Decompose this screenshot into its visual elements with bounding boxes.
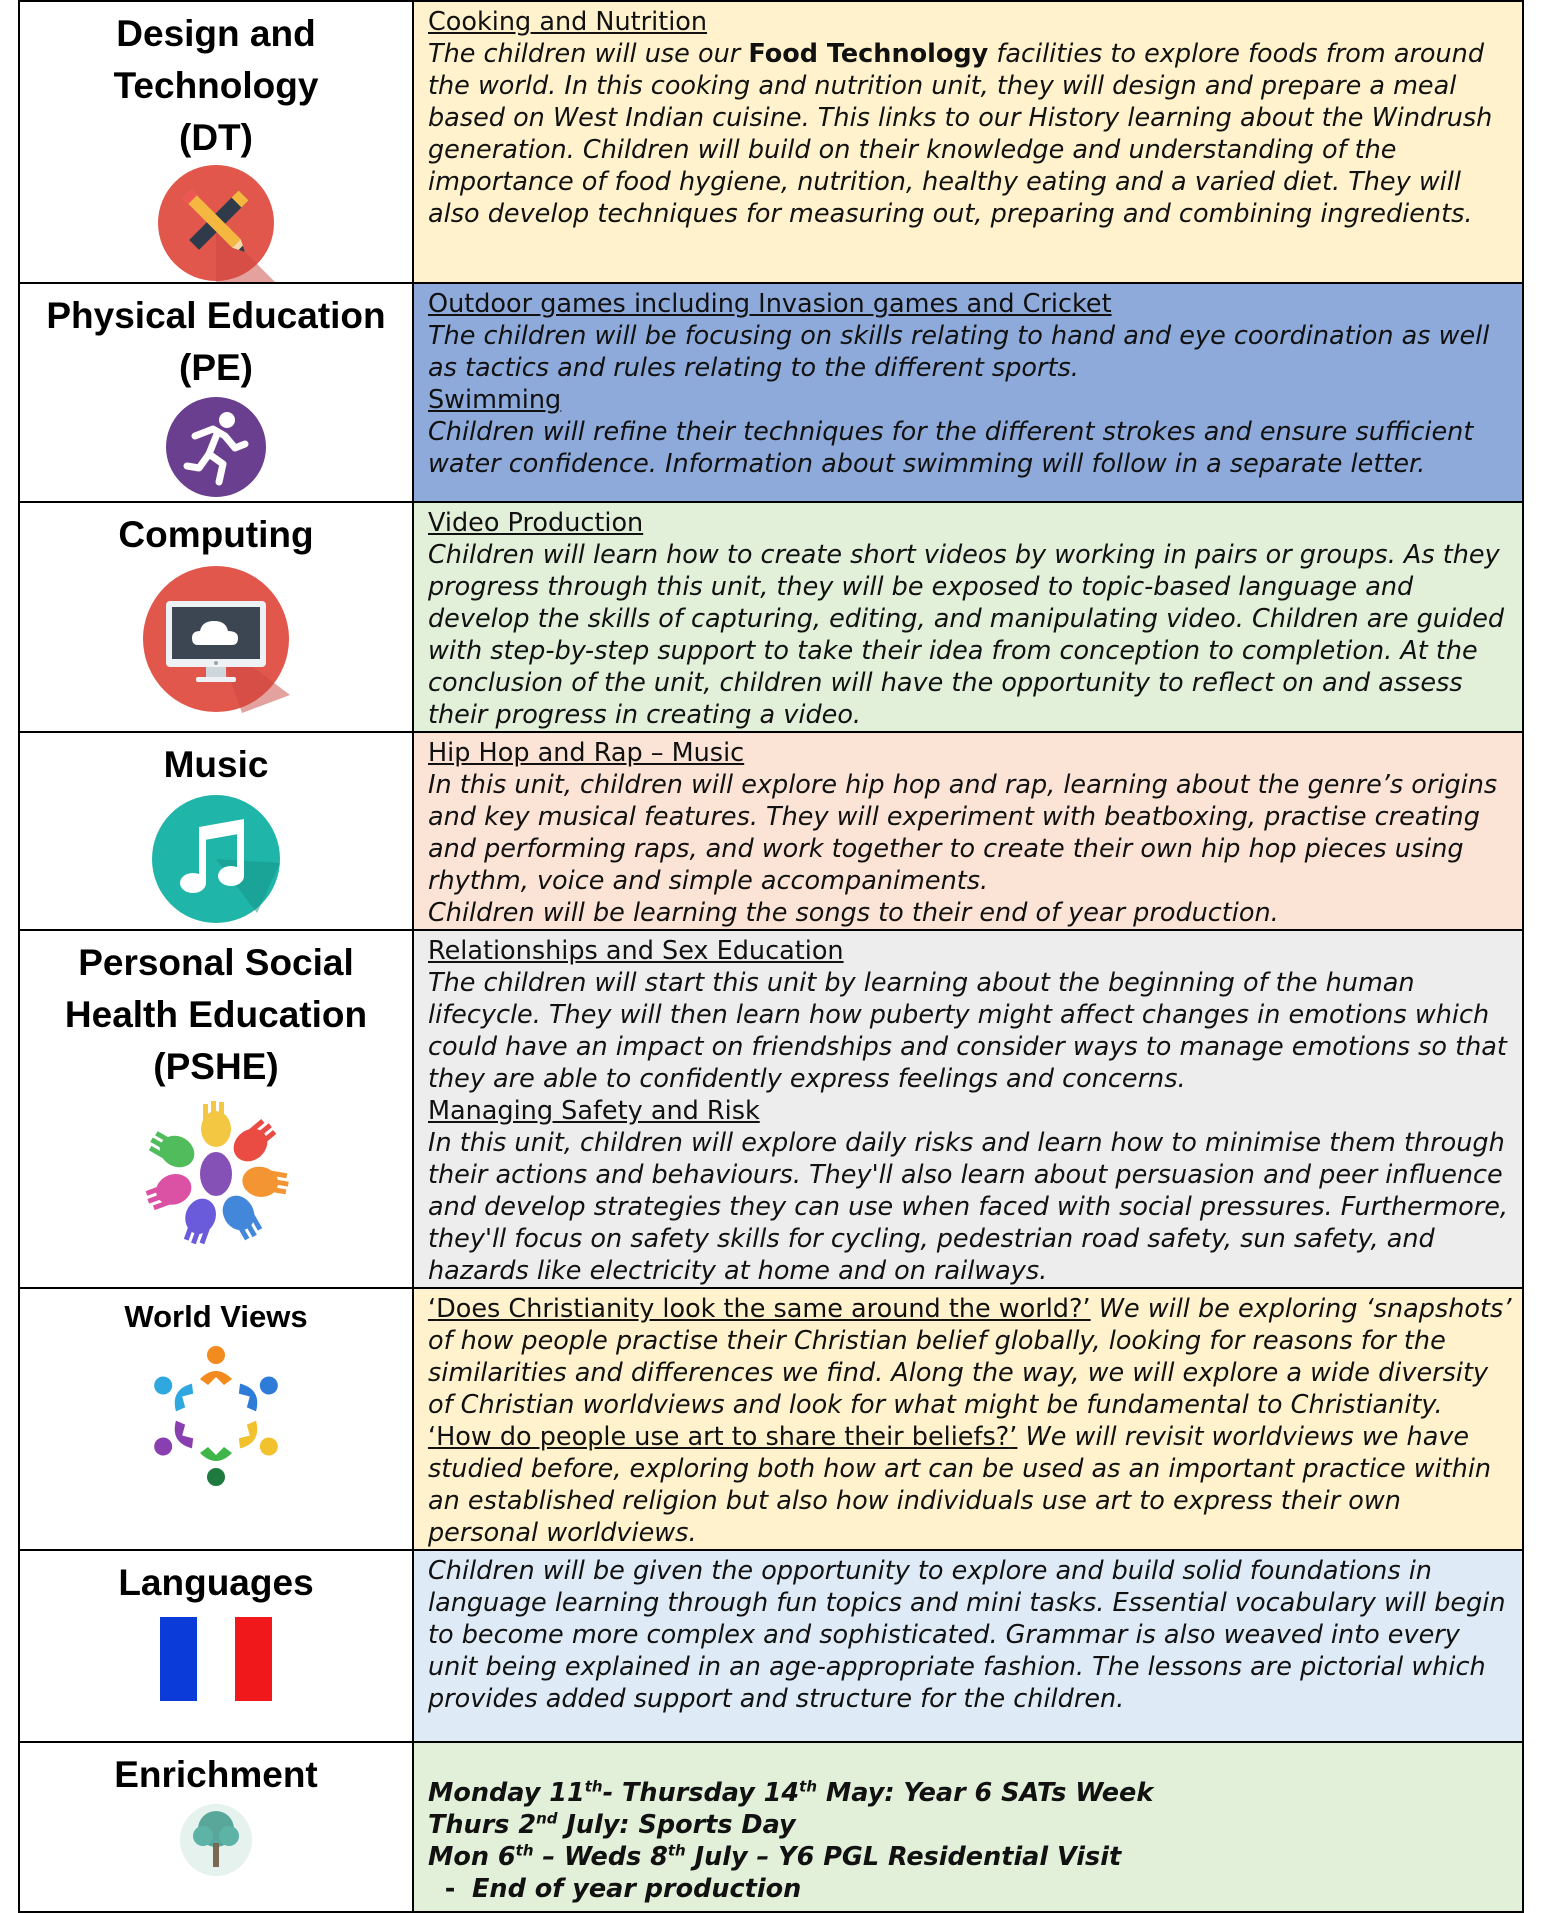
music-note-icon (147, 793, 285, 923)
question-link: ‘How do people use art to share their beliefs?’ (428, 1422, 1018, 1452)
unit-text: ‘How do people use art to share their beliefs?’ We will revisit worldviews we have studied before, exploring both how art can be used as an important practice within an established religion but also how individuals use art to express their own personal worldviews. (428, 1422, 1492, 1548)
subject-cell-music (19, 732, 413, 930)
unit-text: In this unit, children will explore daily risks and learn how to minimise them through their actions and behaviours. They'll also learn about persuasion and peer influence and develop strategies they can use when faced with social pressures. Furthermore, they'll focus on safety skills for cycling, pedestrian road safety, sun safety, and hazards like electricity at home and on railways. (428, 1128, 1509, 1286)
tree-icon (179, 1803, 253, 1877)
unit-heading: Hip Hop and Rap – Music (428, 738, 745, 768)
pencil-ruler-icon (157, 164, 275, 282)
unit-text: The children will start this unit by learning about the beginning of the human lifecycle. They will then learn how puberty might affect changes in emotions which could have an impact on friendships and consider ways to manage emotions so that they are able to confidently express feelings and concerns. (428, 968, 1507, 1094)
subject-title: Computing (118, 514, 314, 555)
subject-cell-computing (19, 502, 413, 732)
unit-heading: Relationships and Sex Education (428, 936, 844, 966)
unit-heading: Swimming (428, 385, 562, 415)
curriculum-table (18, 0, 1524, 1913)
unit-text: Children will be learning the songs to their end of year production. (428, 898, 1279, 928)
row-languages (19, 1550, 1523, 1742)
subject-title: Personal Social Health Education (PSHE) (64, 942, 368, 1087)
row-enrichment (19, 1742, 1523, 1912)
enrichment-item: Mon 6th – Weds 8th July – Y6 PGL Residential Visit (428, 1841, 1122, 1872)
subject-title: Languages (118, 1562, 314, 1603)
enrichment-item: Thurs 2nd July: Sports Day (428, 1809, 796, 1840)
desc-cell-dt (413, 1, 1523, 283)
computer-cloud-icon (142, 565, 290, 713)
unit-heading: Video Production (428, 508, 644, 538)
unit-text: Children will learn how to create short videos by working in pairs or groups. As they progress through this unit, they will be exposed to topic-based language and develop the skills of capturing, editing, and manipulating video. Children are guided with step-by-step support to take their idea from conception to completion. At the conclusion of the unit, children will have the opportunity to reflect on and assess their progress in creating a video. (428, 540, 1505, 730)
subject-cell-pe (19, 283, 413, 502)
row-computing (19, 502, 1523, 732)
unit-text: Children will be given the opportunity to explore and build solid foundations in language learning through fun topics and mini tasks. Essential vocabulary will begin to become more complex and sophisticated. Grammar is also weaved into every unit being explained in an age-appropriate fashion. The lessons are pictorial which provides added support and structure for the children. (428, 1556, 1506, 1714)
unit-text: ‘Does Christianity look the same around the world?’ We will be exploring ‘snapshots’ of how people practise their Christian belief globally, looking for reasons for the similarities and differences we find. Along the way, we will explore a wide diversity of Christian worldviews and look for what might be fundamental to Christianity. (428, 1294, 1512, 1420)
unit-text: Children will refine their techniques for the different strokes and ensure sufficient water confidence. Information about swimming will follow in a separate letter. (428, 417, 1474, 479)
subject-title: Design and Technology (DT) (113, 13, 319, 158)
enrichment-item: - End of year production (444, 1874, 802, 1904)
unit-text: The children will use our Food Technology facilities to explore foods from around the world. In this cooking and nutrition unit, they will design and prepare a meal based on West Indian cuisine. This links to our History learning about the Windrush generation. Children will build on their knowledge and understanding of the importance of food hygiene, nutrition, healthy eating and a varied diet. They will also develop techniques for measuring out, preparing and combining ingredients. (428, 39, 1493, 229)
subject-cell-dt (19, 1, 413, 283)
unit-heading: Cooking and Nutrition (428, 7, 708, 37)
desc-cell-pshe (413, 930, 1523, 1288)
question-link: ‘Does Christianity look the same around the world?’ (428, 1294, 1091, 1324)
subject-title: Enrichment (114, 1754, 318, 1795)
subject-title: Physical Education (PE) (46, 295, 386, 388)
people-circle-icon (146, 1341, 286, 1491)
subject-cell-enrichment (19, 1742, 413, 1912)
desc-cell-music (413, 732, 1523, 930)
subject-cell-pshe (19, 930, 413, 1288)
subject-title: Music (163, 744, 269, 785)
french-flag-icon (160, 1617, 272, 1701)
unit-heading: Managing Safety and Risk (428, 1096, 760, 1126)
desc-cell-world-views (413, 1288, 1523, 1550)
subject-cell-languages (19, 1550, 413, 1742)
unit-text: The children will be focusing on skills relating to hand and eye coordination as well as tactics and rules relating to the different sports. (428, 321, 1490, 383)
subject-cell-world-views (19, 1288, 413, 1550)
desc-cell-pe (413, 283, 1523, 502)
unit-heading: Outdoor games including Invasion games and Cricket (428, 289, 1112, 319)
desc-cell-enrichment (413, 1742, 1523, 1912)
unit-text: In this unit, children will explore hip hop and rap, learning about the genre’s origins and key musical features. They will experiment with beatboxing, practise creating and performing raps, and work together to create their own hip hop pieces using rhythm, voice and simple accompaniments. (428, 770, 1498, 896)
running-person-icon (165, 396, 267, 498)
desc-cell-computing (413, 502, 1523, 732)
enrichment-item: Monday 11th- Thursday 14th May: Year 6 SATs Week (428, 1777, 1154, 1808)
painted-hands-icon (131, 1099, 301, 1249)
row-music (19, 732, 1523, 930)
desc-cell-languages (413, 1550, 1523, 1742)
row-dt (19, 1, 1523, 283)
row-pe (19, 283, 1523, 502)
row-pshe (19, 930, 1523, 1288)
subject-title: World Views (124, 1299, 308, 1334)
row-world-views (19, 1288, 1523, 1550)
